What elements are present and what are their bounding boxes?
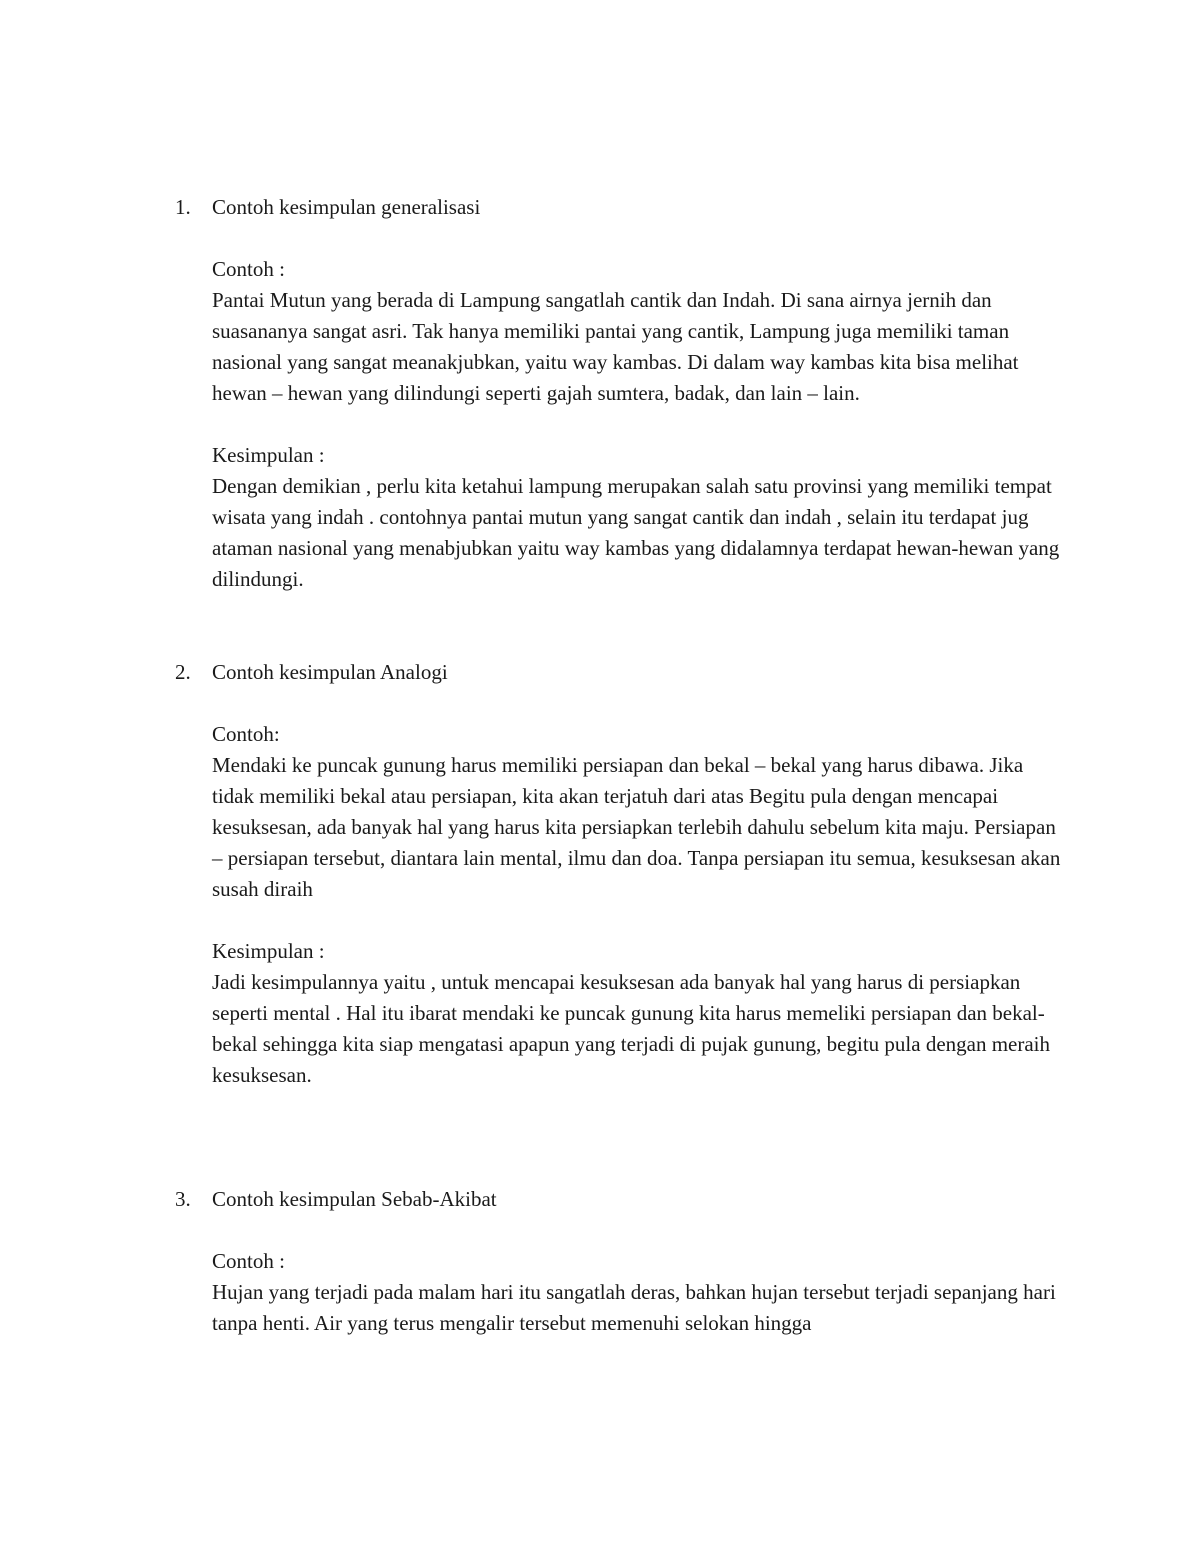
conclusion-paragraph: Jadi kesimpulannya yaitu , untuk mencapai kesuksesan ada banyak hal yang harus di persiapkan seperti mental . Hal itu ibarat mendaki ke puncak gunung kita harus memeliki persiapan dan bekal-bekal sehingga kita siap mengatasi apapun yang terjadi di pujak gunung, begitu pula dengan meraih kesuksesan. [212, 970, 1051, 1087]
list-item [0, 1184, 1062, 1339]
conclusion-paragraph: Dengan demikian , perlu kita ketahui lampung merupakan salah satu provinsi yang memiliki tempat wisata yang indah . contohnya pantai mutun yang sangat cantik dan indah , selain itu terdapat jug ataman nasional yang menabjubkan yaitu way kambas yang didalamnya terdapat hewan-hewan yang dilindungi. [212, 474, 1060, 591]
example-label: Contoh : [212, 257, 285, 281]
list-item [0, 192, 1062, 595]
section-heading: Contoh kesimpulan generalisasi [212, 195, 481, 219]
example-paragraph: Pantai Mutun yang berada di Lampung sangatlah cantik dan Indah. Di sana airnya jernih dan suasananya sangat asri. Tak hanya memiliki pantai yang cantik, Lampung juga memiliki taman nasional yang sangat meanakjubkan, yaitu way kambas. Di dalam way kambas kita bisa melihat hewan – hewan yang dilindungi seperti gajah sumtera, badak, dan lain – lain. [212, 288, 1019, 405]
section-heading: Contoh kesimpulan Sebab-Akibat [212, 1187, 497, 1211]
conclusion-label: Kesimpulan : [212, 939, 325, 963]
example-label: Contoh : [212, 1249, 285, 1273]
list-item-number: 2. [175, 660, 191, 684]
numbered-list [0, 192, 1200, 1339]
list-item [0, 657, 1062, 1091]
example-label: Contoh: [212, 722, 280, 746]
section-heading: Contoh kesimpulan Analogi [212, 660, 448, 684]
conclusion-label: Kesimpulan : [212, 443, 325, 467]
example-paragraph: Hujan yang terjadi pada malam hari itu sangatlah deras, bahkan hujan tersebut terjadi sepanjang hari tanpa henti. Air yang terus mengalir tersebut memenuhi selokan hingga [212, 1280, 1056, 1335]
example-paragraph: Mendaki ke puncak gunung harus memiliki persiapan dan bekal – bekal yang harus dibawa. Jika tidak memiliki bekal atau persiapan, kita akan terjatuh dari atas Begitu pula dengan mencapai kesuksesan, ada banyak hal yang harus kita persiapkan terlebih dahulu sebelum kita maju. Persiapan – persiapan tersebut, diantara lain mental, ilmu dan doa. Tanpa persiapan itu semua, kesuksesan akan susah diraih [212, 753, 1061, 901]
list-item-number: 1. [175, 195, 191, 219]
list-item-number: 3. [175, 1187, 191, 1211]
